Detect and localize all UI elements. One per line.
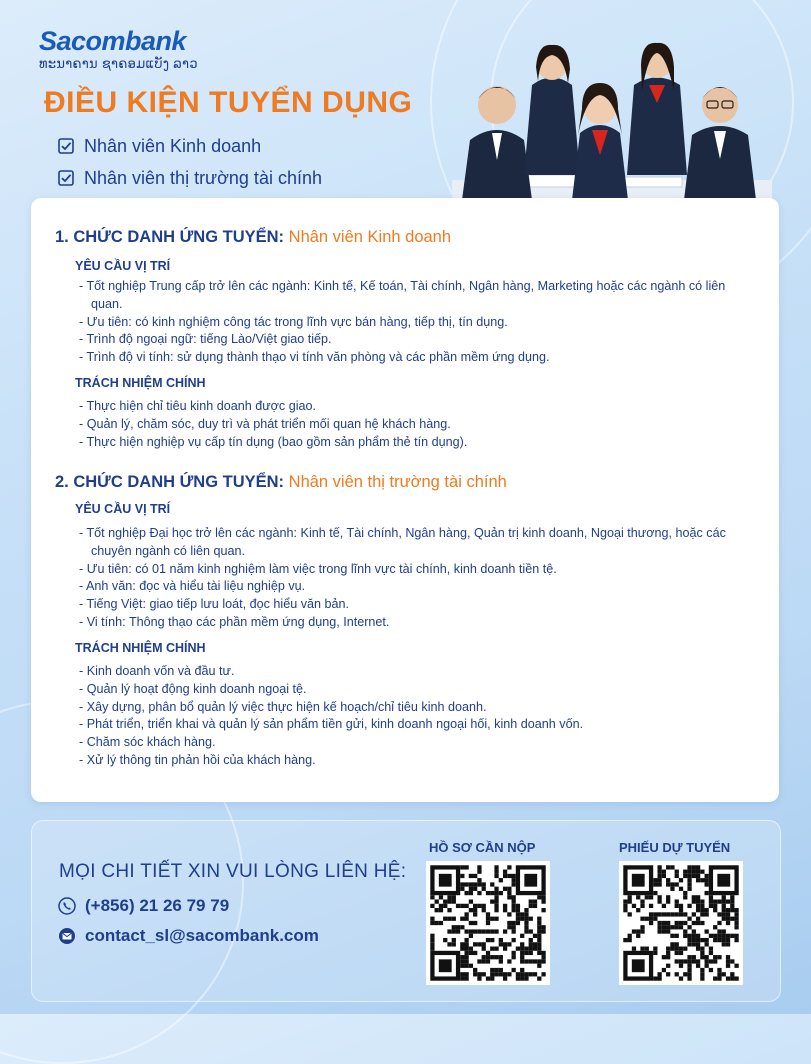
section-1-title: [55, 228, 451, 247]
list-item: - Phát triển, triển khai và quản lý sản phẩm tiền gửi, kinh doanh ngoại hối, kinh doanh vốn.: [79, 717, 584, 732]
list-item: - Chăm sóc khách hàng.: [79, 735, 216, 750]
list-item: - Thực hiện nghiệp vụ cấp tín dụng (bao gồm sản phẩm thẻ tín dụng).: [79, 434, 468, 449]
checkbox-check-icon: [58, 170, 74, 186]
page-title: ĐIỀU KIỆN TUYỂN DỤNG: [44, 86, 413, 119]
section-1-requirements-heading: YÊU CẦU VỊ TRÍ: [75, 259, 171, 273]
section-1-responsibilities-heading: TRÁCH NHIỆM CHÍNH: [75, 376, 206, 390]
checkbox-check-icon: [58, 138, 74, 154]
list-item: - Tiếng Việt: giao tiếp lưu loát, đọc hiểu văn bản.: [79, 597, 350, 612]
position-item: [58, 162, 322, 194]
section-1-title-prefix: 1. CHỨC DANH ỨNG TUYỂN:: [55, 228, 285, 246]
contact-email[interactable]: [58, 926, 319, 946]
section-1-title-value: Nhân viên Kinh doanh: [288, 228, 452, 246]
qr-code-application-form[interactable]: [619, 861, 743, 985]
contact-title: MỌI CHI TIẾT XIN VUI LÒNG LIÊN HỆ:: [59, 861, 407, 882]
position-item: [58, 130, 322, 162]
section-2-responsibilities-list: [79, 663, 759, 770]
section-2-title: [55, 473, 507, 492]
brand-logo: [39, 27, 198, 72]
section-2-title-prefix: 2. CHỨC DANH ỨNG TUYỂN:: [55, 473, 285, 491]
position-label: Nhân viên thị trường tài chính: [84, 167, 322, 188]
staff-group-photo: [452, 35, 772, 200]
list-item: - Tốt nghiệp Trung cấp trở lên các ngành: Kinh tế, Kế toán, Tài chính, Ngân hàng, Marketing hoặc các ngành có liên quan.: [79, 279, 726, 311]
list-item: - Kinh doanh vốn và đầu tư.: [79, 664, 235, 678]
list-item: - Vi tính: Thông thạo các phần mềm ứng dụng, Internet.: [79, 614, 390, 629]
qr-label-documents: HỒ SƠ CẦN NỘP: [429, 840, 536, 855]
list-item: - Trình độ ngoại ngữ: tiếng Lào/Việt giao tiếp.: [79, 332, 332, 347]
position-list: [58, 130, 322, 194]
job-details-card: [31, 198, 779, 802]
list-item: - Trình độ vi tính: sử dụng thành thạo vi tính văn phòng và các phần mềm ứng dụng.: [79, 350, 550, 365]
list-item: - Ưu tiên: có kinh nghiệm công tác trong lĩnh vực bán hàng, tiếp thị, tín dụng.: [79, 314, 508, 329]
section-1-requirements-list: [79, 278, 759, 367]
list-item: - Quản lý, chăm sóc, duy trì và phát triển mối quan hệ khách hàng.: [79, 416, 451, 431]
section-2-title-value: Nhân viên thị trường tài chính: [288, 473, 507, 491]
phone-icon: [58, 897, 76, 915]
list-item: - Thực hiện chỉ tiêu kinh doanh được giao.: [79, 399, 317, 413]
list-item: - Xây dựng, phân bổ quản lý việc thực hiện kế hoạch/chỉ tiêu kinh doanh.: [79, 699, 487, 714]
qr-code-image: [426, 861, 550, 985]
qr-code-image: [619, 861, 743, 985]
contact-phone[interactable]: [58, 896, 229, 916]
list-item: - Tốt nghiệp Đại học trở lên các ngành: Kinh tế, Tài chính, Ngân hàng, Quản trị kinh doanh, Ngoại thương, hoặc các chuyên ngành có liên quan.: [79, 526, 726, 558]
section-2-requirements-list: [79, 525, 759, 632]
email-icon: [58, 927, 76, 945]
list-item: - Xử lý thông tin phản hồi của khách hàng.: [79, 752, 316, 767]
list-item: - Quản lý hoạt động kinh doanh ngoại tệ.: [79, 681, 307, 696]
qr-code-documents[interactable]: [426, 861, 550, 985]
list-item: - Ưu tiên: có 01 năm kinh nghiệm làm việc trong lĩnh vực tài chính, kinh doanh tiền tệ.: [79, 561, 557, 576]
section-2-requirements-heading: YÊU CẦU VỊ TRÍ: [75, 502, 171, 516]
contact-panel: [31, 820, 781, 1002]
brand-name: Sacombank: [39, 26, 187, 56]
section-2-responsibilities-heading: TRÁCH NHIỆM CHÍNH: [75, 641, 206, 655]
qr-label-application-form: PHIẾU DỰ TUYỂN: [619, 840, 731, 855]
section-1-responsibilities-list: [79, 398, 759, 451]
brand-subtitle: ທະນາຄານ ຊາຄອມແບັງ ລາວ: [39, 56, 198, 71]
position-label: Nhân viên Kinh doanh: [84, 135, 262, 156]
contact-email-address: contact_sl@sacombank.com: [85, 926, 319, 945]
contact-phone-number: (+856) 21 26 79 79: [85, 896, 230, 915]
list-item: - Anh văn: đọc và hiểu tài liệu nghiệp vụ.: [79, 579, 306, 594]
